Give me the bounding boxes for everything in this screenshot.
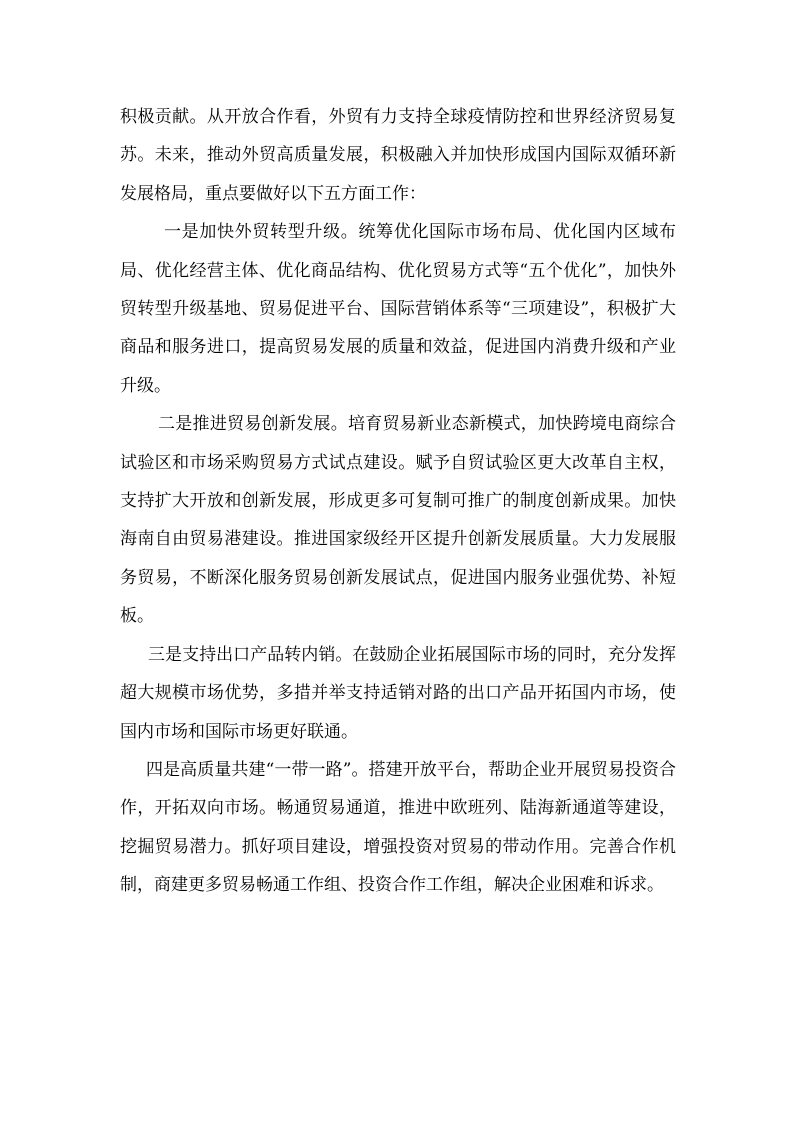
paragraph-point-one: 一是加快外贸转型升级。统筹优化国际市场布局、优化国内区域布局、优化经营主体、优化商品结构、优化贸易方式等“五个优化”，加快外贸转型升级基地、贸易促进平台、国际营销体系等“三项建设”，积极扩大商品和服务进口，提高贸易发展的质量和效益，促进国内消费升级和产业升级。	[120, 222, 676, 396]
paragraph-intro-continuation: 积极贡献。从开放合作看，外贸有力支持全球疫情防控和世界经济贸易复苏。未来，推动外贸高质量发展，积极融入并加快形成国内国际双循环新发展格局，重点要做好以下五方面工作：	[120, 107, 676, 204]
document-body	[120, 98, 676, 905]
paragraph-point-two: 二是推进贸易创新发展。培育贸易新业态新模式，加快跨境电商综合试验区和市场采购贸易方式试点建设。赋予自贸试验区更大改革自主权，支持扩大开放和创新发展，形成更多可复制可推广的制度创新成果。加快海南自由贸易港建设。推进国家级经开区提升创新发展质量。大力发展服务贸易，不断深化服务贸易创新发展试点，促进国内服务业强优势、补短板。	[120, 414, 676, 627]
paragraph-point-three: 三是支持出口产品转内销。在鼓励企业拓展国际市场的同时，充分发挥超大规模市场优势，多措并举支持适销对路的出口产品开拓国内市场，使国内市场和国际市场更好联通。	[120, 644, 676, 742]
paragraph-point-four: 四是高质量共建“一带一路”。搭建开放平台，帮助企业开展贸易投资合作，开拓双向市场。畅通贸易通道，推进中欧班列、陆海新通道等建设，挖掘贸易潜力。抓好项目建设，增强投资对贸易的带动作用。完善合作机制，商建更多贸易畅通工作组、投资合作工作组，解决企业困难和诉求。	[120, 759, 676, 896]
